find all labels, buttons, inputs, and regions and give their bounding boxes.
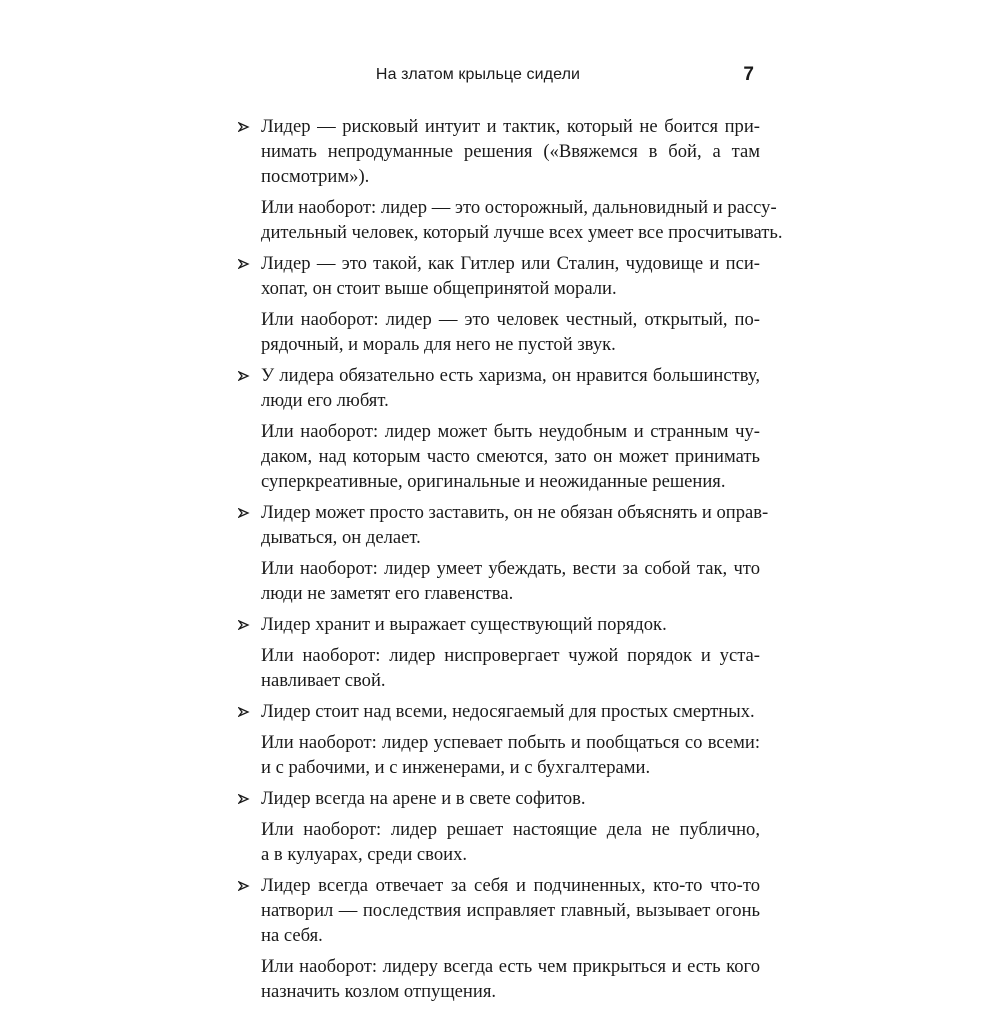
- opposite-paragraph: [236, 643, 760, 693]
- opposite-paragraph: [236, 556, 760, 606]
- text-line: Или наоборот: лидер — это человек честный, открытый, по-: [261, 309, 760, 330]
- opposite-paragraph: [236, 817, 760, 867]
- statement-paragraph: [236, 699, 760, 724]
- text-line: дываться, он делает.: [261, 527, 421, 548]
- text-line: У лидера обязательно есть харизма, он нравится большинству,: [261, 365, 760, 386]
- text-line: рядочный, и мораль для него не пустой звук.: [261, 334, 616, 355]
- text-line: а в кулуарах, среди своих.: [261, 844, 468, 865]
- list-item: [236, 500, 769, 606]
- text-line: Лидер — это такой, как Гитлер или Сталин, чудовище и пси-: [261, 253, 760, 274]
- opposite-paragraph: [236, 730, 760, 780]
- arrowhead-bullet-icon: [238, 122, 250, 132]
- statement-paragraph: [236, 612, 760, 637]
- statement-paragraph: [236, 251, 760, 301]
- running-title: На златом крыльце сидели: [375, 66, 581, 83]
- text-line: даком, над которым часто смеются, зато он может принимать: [261, 446, 760, 467]
- statement-paragraph: [236, 786, 760, 811]
- text-line: хопат, он стоит выше общепринятой морали.: [261, 278, 617, 299]
- list-item: [236, 251, 760, 357]
- opposite-paragraph: [236, 954, 760, 1004]
- text-line: и с рабочими, и с инженерами, и с бухгалтерами.: [261, 757, 651, 778]
- text-line: навливает свой.: [261, 670, 386, 691]
- list-item: [236, 114, 783, 245]
- text-line: назначить козлом отпущения.: [261, 981, 497, 1002]
- list-item: [236, 363, 760, 494]
- opposite-paragraph: [236, 307, 760, 357]
- text-line: Или наоборот: лидер ниспровергает чужой порядок и уста-: [261, 645, 760, 666]
- text-line: Лидер стоит над всеми, недосягаемый для простых смертных.: [261, 701, 755, 722]
- statement-paragraph: [236, 873, 760, 948]
- arrowhead-bullet-icon: [238, 508, 250, 518]
- opposite-paragraph: [236, 419, 760, 494]
- text-line: люди не заметят его главенства.: [261, 583, 514, 604]
- text-line: Лидер хранит и выражает существующий порядок.: [261, 614, 667, 635]
- text-line: Лидер всегда на арене и в свете софитов.: [261, 788, 586, 809]
- text-line: Лидер всегда отвечает за себя и подчиненных, кто-то что-то: [261, 875, 760, 896]
- text-line: Или наоборот: лидер решает настоящие дела не публично,: [261, 819, 760, 840]
- running-head: [236, 66, 760, 92]
- text-line: Или наоборот: лидер — это осторожный, дальновидный и рассу-: [261, 197, 777, 218]
- statement-paragraph: [236, 500, 769, 550]
- arrowhead-bullet-icon: [238, 620, 250, 630]
- page-number: 7: [743, 64, 754, 85]
- body-text: [236, 114, 783, 1010]
- list-item: [236, 612, 760, 693]
- text-line: люди его любят.: [261, 390, 389, 411]
- text-line: посмотрим»).: [261, 166, 370, 187]
- list-item: [236, 873, 760, 1004]
- text-line: Или наоборот: лидеру всегда есть чем прикрыться и есть кого: [261, 956, 760, 977]
- statement-paragraph: [236, 363, 760, 413]
- text-line: Лидер может просто заставить, он не обязан объяснять и оправ-: [261, 502, 769, 523]
- opposite-paragraph: [236, 195, 783, 245]
- statement-paragraph: [236, 114, 760, 189]
- text-line: дительный человек, который лучше всех умеет все просчитывать.: [261, 222, 783, 243]
- list-item: [236, 786, 760, 867]
- text-line: суперкреативные, оригинальные и неожиданные решения.: [261, 471, 726, 492]
- text-line: нимать непродуманные решения («Ввяжемся в бой, а там: [261, 141, 760, 162]
- text-line: Или наоборот: лидер успевает побыть и пообщаться со всеми:: [261, 732, 760, 753]
- text-line: Или наоборот: лидер может быть неудобным и странным чу-: [261, 421, 760, 442]
- arrowhead-bullet-icon: [238, 259, 250, 269]
- text-line: натворил — последствия исправляет главный, вызывает огонь: [261, 900, 760, 921]
- arrowhead-bullet-icon: [238, 881, 250, 891]
- arrowhead-bullet-icon: [238, 794, 250, 804]
- list-item: [236, 699, 760, 780]
- arrowhead-bullet-icon: [238, 707, 250, 717]
- text-line: Лидер — рисковый интуит и тактик, который не боится при-: [261, 116, 760, 137]
- text-line: Или наоборот: лидер умеет убеждать, вести за собой так, что: [261, 558, 760, 579]
- arrowhead-bullet-icon: [238, 371, 250, 381]
- text-line: на себя.: [261, 925, 323, 946]
